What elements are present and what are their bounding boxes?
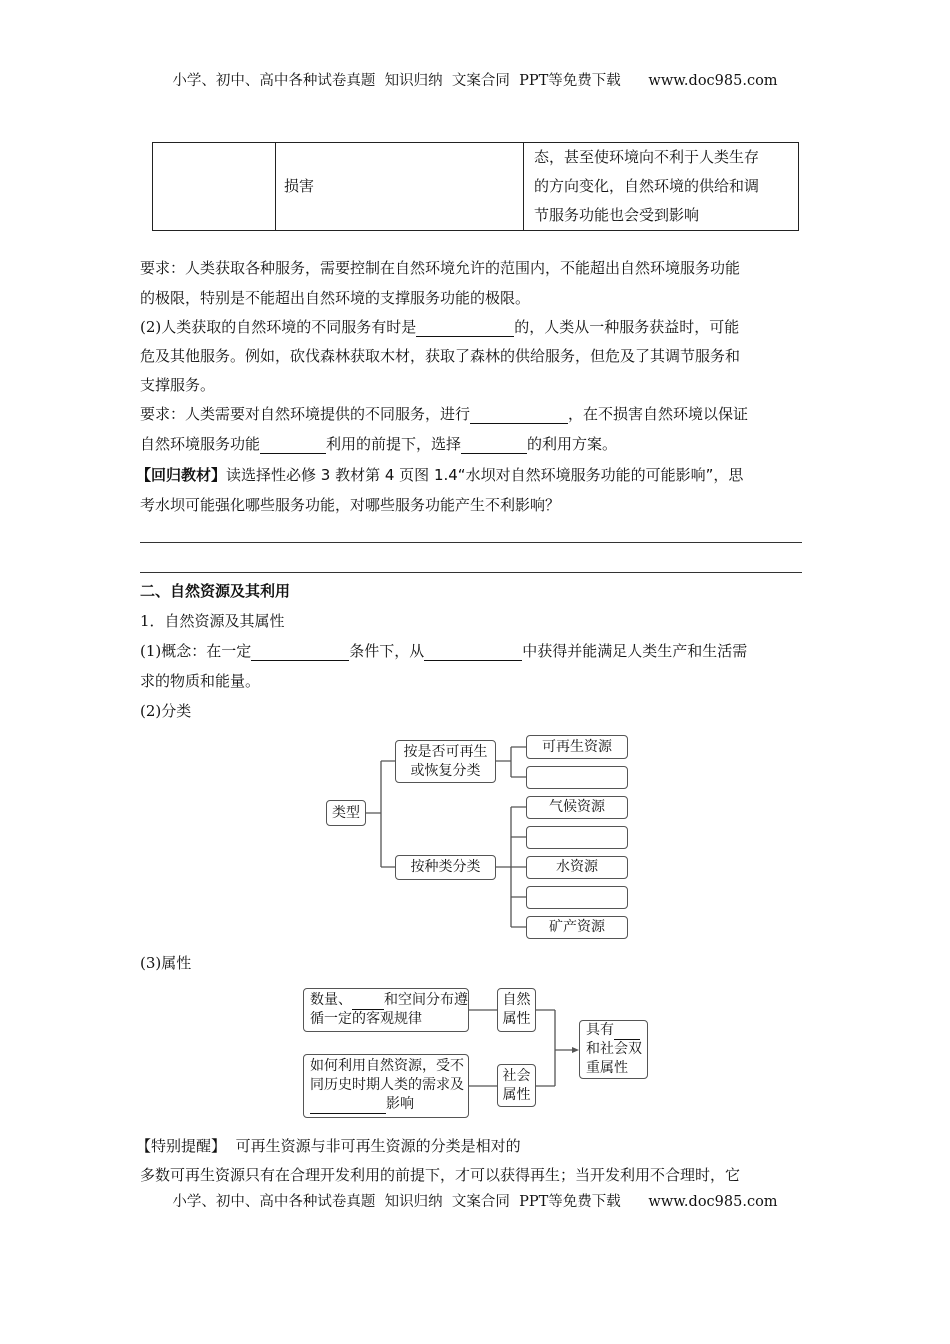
blank[interactable] [352,994,384,1010]
text-line: 的极限，特别是不能超出自然环境的支撑服务功能的极限。 [140,289,531,307]
table-text: 态，甚至使环境向不利于人类生存 [534,148,760,166]
text-line: (3)属性 [140,954,192,972]
leaf-box-blank[interactable] [526,766,628,789]
type-root-box: 类型 [326,800,366,826]
leaf-box: 矿产资源 [526,916,628,939]
social-attr-box: 社会属性 [497,1064,536,1107]
kind-class-box: 按种类分类 [395,855,496,880]
leaf-box: 气候资源 [526,796,628,819]
text-line: 自然环境服务功能 利用的前提下，选择 的利用方案。 [140,435,618,453]
table-text: 节服务功能也会受到影响 [534,206,700,224]
table-text: 的方向变化，自然环境的供给和调 [534,177,760,195]
text-line: 支撑服务。 [140,376,216,394]
text-line: (2)人类获取的自然环境的不同服务有时是 的，人类从一种服务获益时，可能 [140,318,740,336]
special-reminder: 【特别提醒】 可再生资源与非可再生资源的分类是相对的 [136,1137,521,1155]
text-line: 求的物质和能量。 [140,672,261,690]
text-line: 要求：人类获取各种服务，需要控制在自然环境允许的范围内，不能超出自然环境服务功能 [140,259,741,277]
subheading: 1．自然资源及其属性 [140,612,285,630]
leaf-box: 可再生资源 [526,735,628,759]
text-line: 多数可再生资源只有在合理开发利用的前提下，才可以获得再生；当开发利用不合理时，它 [140,1166,741,1184]
leaf-box: 水资源 [526,856,628,879]
blank[interactable] [310,1098,386,1114]
text-line: (1)概念：在一定 条件下，从 中获得并能满足人类生产和生活需 [140,642,748,660]
text-line: 危及其他服务。例如，砍伐森林获取木材，获取了森林的供给服务，但危及了其调节服务和 [140,347,741,365]
leaf-box-blank[interactable] [526,826,628,849]
social-attr-desc: 如何利用自然资源，受不同历史时期人类的需求及影响 [303,1054,469,1118]
natural-attr-box: 自然属性 [497,988,536,1032]
text-line: 考水坝可能强化哪些服务功能，对哪些服务功能产生不利影响？ [140,496,561,514]
page-header: 小学、初中、高中各种试卷真题 知识归纳 文案合同 PPT等免费下载 www.doc985.com [172,73,778,89]
section-heading: 二、自然资源及其利用 [140,582,291,600]
dual-attr-box: 具有和社会双重属性 [579,1020,648,1079]
renewable-class-box: 按是否可再生或恢复分类 [395,740,496,783]
text-line: 要求：人类需要对自然环境提供的不同服务，进行 ，在不损害自然环境以保证 [140,405,749,423]
table-cell-damage: 损害 [276,143,524,231]
natural-attr-desc: 数量、 和空间分布遵循一定的客观规律 [303,988,469,1032]
leaf-box-blank[interactable] [526,886,628,909]
text-line: (2)分类 [140,702,192,720]
textbook-prompt: 【回归教材】读选择性必修 3 教材第 4 页图 1.4“水坝对自然环境服务功能的可能影响”，思 [136,466,744,484]
blank[interactable] [614,1024,640,1040]
page-footer: 小学、初中、高中各种试卷真题 知识归纳 文案合同 PPT等免费下载 www.doc985.com [172,1194,778,1210]
